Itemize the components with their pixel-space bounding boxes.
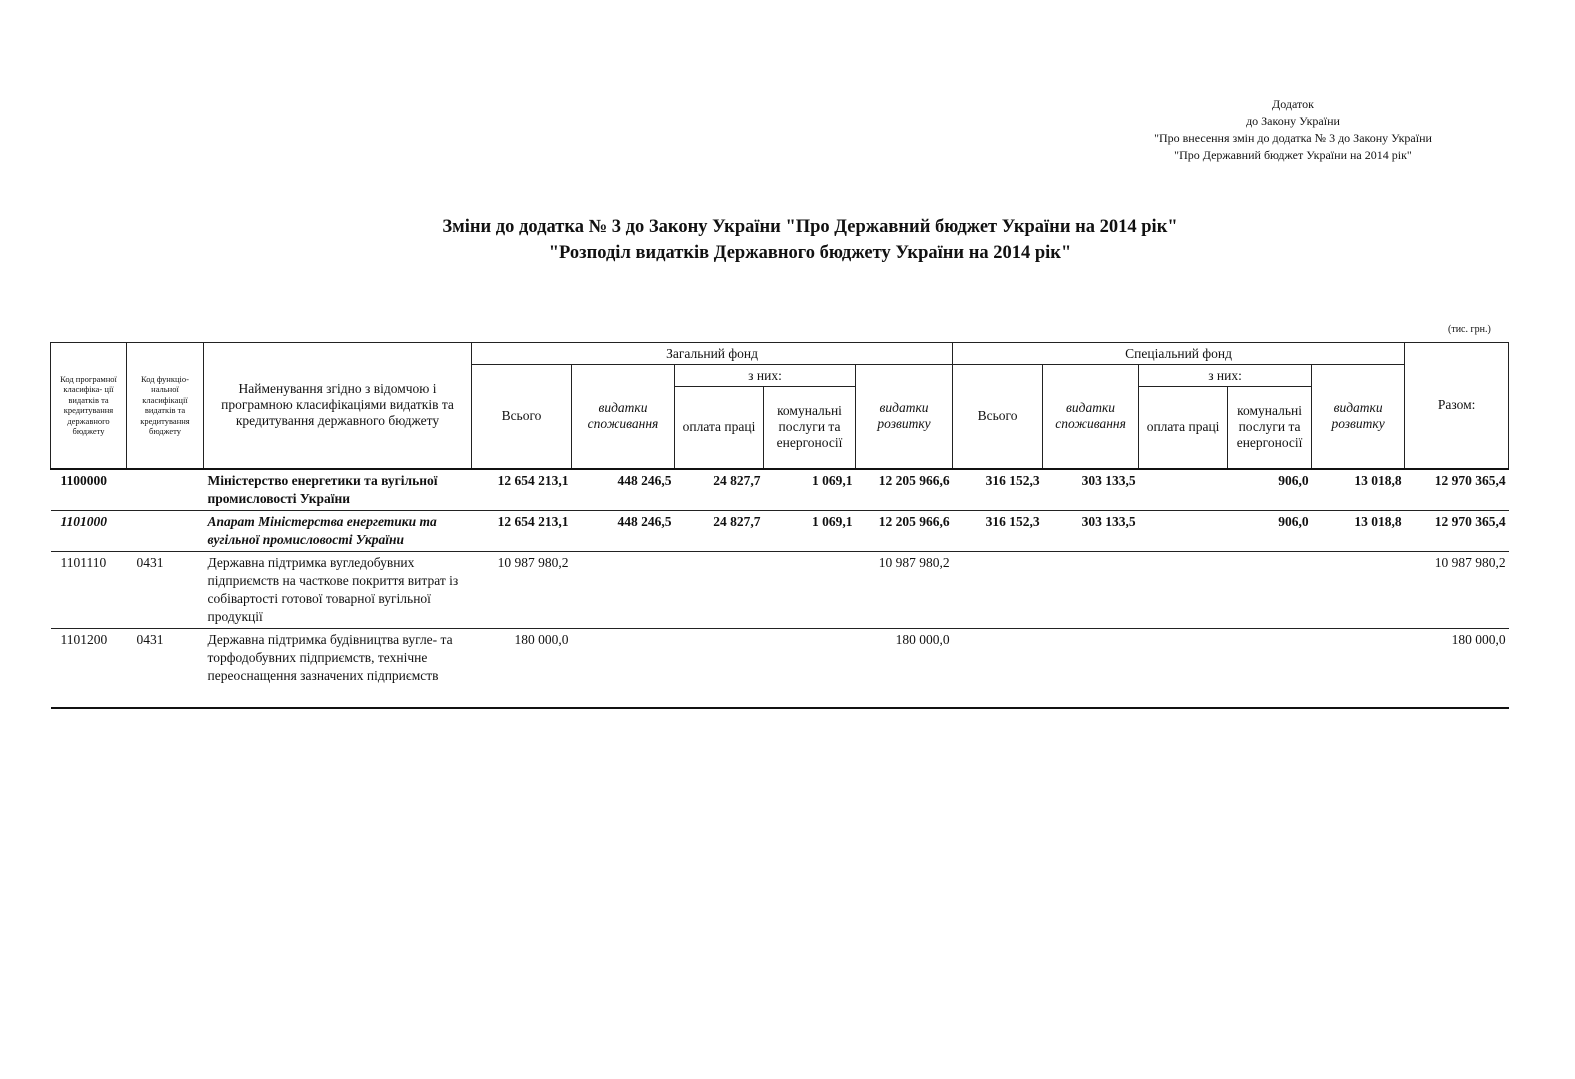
cell-program-code: 1101200 xyxy=(51,628,127,708)
cell-special-total xyxy=(953,628,1043,708)
table-body xyxy=(51,469,1509,709)
cell-general-total: 10 987 980,2 xyxy=(472,551,572,628)
cell-program-code: 1100000 xyxy=(51,469,127,511)
header-special-fund: Спеціальний фонд xyxy=(953,343,1405,365)
header-general-of-which: з них: xyxy=(675,365,856,387)
cell-general-consumption xyxy=(572,551,675,628)
cell-program-code: 1101000 xyxy=(51,510,127,551)
header-special-of-which: з них: xyxy=(1139,365,1312,387)
cell-total: 12 970 365,4 xyxy=(1405,469,1509,511)
cell-special-development: 13 018,8 xyxy=(1312,510,1405,551)
title-line-1: Зміни до додатка № 3 до Закону України "Про Державний бюджет України на 2014 рік" xyxy=(442,217,1178,237)
table-row xyxy=(51,628,1509,708)
cell-total: 12 970 365,4 xyxy=(1405,510,1509,551)
cell-general-total: 12 654 213,1 xyxy=(472,469,572,511)
cell-special-total: 316 152,3 xyxy=(953,510,1043,551)
header-special-utilities: комунальні послуги та енергоносії xyxy=(1228,387,1312,469)
cell-general-development: 180 000,0 xyxy=(856,628,953,708)
cell-special-utilities: 906,0 xyxy=(1228,469,1312,511)
cell-general-development: 12 205 966,6 xyxy=(856,510,953,551)
appendix-line-4: "Про Державний бюджет України на 2014 рік" xyxy=(1174,148,1412,162)
budget-table xyxy=(50,342,1509,709)
cell-special-total: 316 152,3 xyxy=(953,469,1043,511)
header-general-consumption: видатки споживання xyxy=(572,365,675,469)
cell-general-consumption: 448 246,5 xyxy=(572,510,675,551)
cell-special-total xyxy=(953,551,1043,628)
cell-general-utilities: 1 069,1 xyxy=(764,510,856,551)
cell-special-consumption: 303 133,5 xyxy=(1043,469,1139,511)
cell-function-code: 0431 xyxy=(127,551,204,628)
cell-name: Державна підтримка будівництва вугле- та торфодобувних підприємств, технічне переоснащення зазначених підприємств xyxy=(204,628,472,708)
cell-general-total: 12 654 213,1 xyxy=(472,510,572,551)
title-line-2: "Розподіл видатків Державного бюджету України на 2014 рік" xyxy=(548,243,1072,263)
table-header xyxy=(51,343,1509,469)
cell-total: 10 987 980,2 xyxy=(1405,551,1509,628)
cell-general-consumption xyxy=(572,628,675,708)
table-row xyxy=(51,551,1509,628)
cell-special-wages xyxy=(1139,510,1228,551)
cell-special-wages xyxy=(1139,628,1228,708)
cell-special-utilities xyxy=(1228,551,1312,628)
cell-general-utilities: 1 069,1 xyxy=(764,469,856,511)
header-function-code: Код функціо- нальної класифікації видатків та кредитування бюджету xyxy=(127,343,204,469)
cell-special-utilities: 906,0 xyxy=(1228,510,1312,551)
cell-general-development: 12 205 966,6 xyxy=(856,469,953,511)
appendix-line-3: "Про внесення змін до додатка № 3 до Закону України xyxy=(1154,131,1432,145)
cell-general-total: 180 000,0 xyxy=(472,628,572,708)
header-general-fund: Загальний фонд xyxy=(472,343,953,365)
cell-function-code xyxy=(127,510,204,551)
header-name: Найменування згідно з відомчою і програмною класифікаціями видатків та кредитування державного бюджету xyxy=(204,343,472,469)
cell-general-utilities xyxy=(764,628,856,708)
cell-special-consumption xyxy=(1043,628,1139,708)
header-general-development: видатки розвитку xyxy=(856,365,953,469)
header-general-total: Всього xyxy=(472,365,572,469)
cell-general-consumption: 448 246,5 xyxy=(572,469,675,511)
appendix-header xyxy=(1083,96,1503,164)
table-row xyxy=(51,469,1509,511)
header-special-total: Всього xyxy=(953,365,1043,469)
header-total: Разом: xyxy=(1405,343,1509,469)
header-general-wages: оплата праці xyxy=(675,387,764,469)
cell-general-utilities xyxy=(764,551,856,628)
cell-special-utilities xyxy=(1228,628,1312,708)
cell-general-wages: 24 827,7 xyxy=(675,469,764,511)
cell-name: Апарат Міністерства енергетики та вугільної промисловості України xyxy=(204,510,472,551)
appendix-line-1: Додаток xyxy=(1272,97,1314,111)
cell-general-wages xyxy=(675,551,764,628)
header-special-development: видатки розвитку xyxy=(1312,365,1405,469)
cell-special-consumption xyxy=(1043,551,1139,628)
header-special-wages: оплата праці xyxy=(1139,387,1228,469)
cell-special-consumption: 303 133,5 xyxy=(1043,510,1139,551)
cell-special-development xyxy=(1312,628,1405,708)
cell-function-code xyxy=(127,469,204,511)
table-row xyxy=(51,510,1509,551)
cell-name: Міністерство енергетики та вугільної промисловості України xyxy=(204,469,472,511)
units-label: (тис. грн.) xyxy=(1448,324,1491,335)
header-general-utilities: комунальні послуги та енергоносії xyxy=(764,387,856,469)
cell-name: Державна підтримка вугледобувних підприємств на часткове покриття витрат із собівартості готової товарної вугільної продукції xyxy=(204,551,472,628)
document-title xyxy=(0,214,1575,266)
cell-special-wages xyxy=(1139,469,1228,511)
cell-general-development: 10 987 980,2 xyxy=(856,551,953,628)
appendix-line-2: до Закону України xyxy=(1246,114,1340,128)
cell-program-code: 1101110 xyxy=(51,551,127,628)
cell-special-wages xyxy=(1139,551,1228,628)
cell-general-wages: 24 827,7 xyxy=(675,510,764,551)
header-program-code: Код програмної класифіка- ції видатків та кредитування державного бюджету xyxy=(51,343,127,469)
cell-total: 180 000,0 xyxy=(1405,628,1509,708)
cell-special-development xyxy=(1312,551,1405,628)
header-special-consumption: видатки споживання xyxy=(1043,365,1139,469)
cell-function-code: 0431 xyxy=(127,628,204,708)
cell-special-development: 13 018,8 xyxy=(1312,469,1405,511)
cell-general-wages xyxy=(675,628,764,708)
